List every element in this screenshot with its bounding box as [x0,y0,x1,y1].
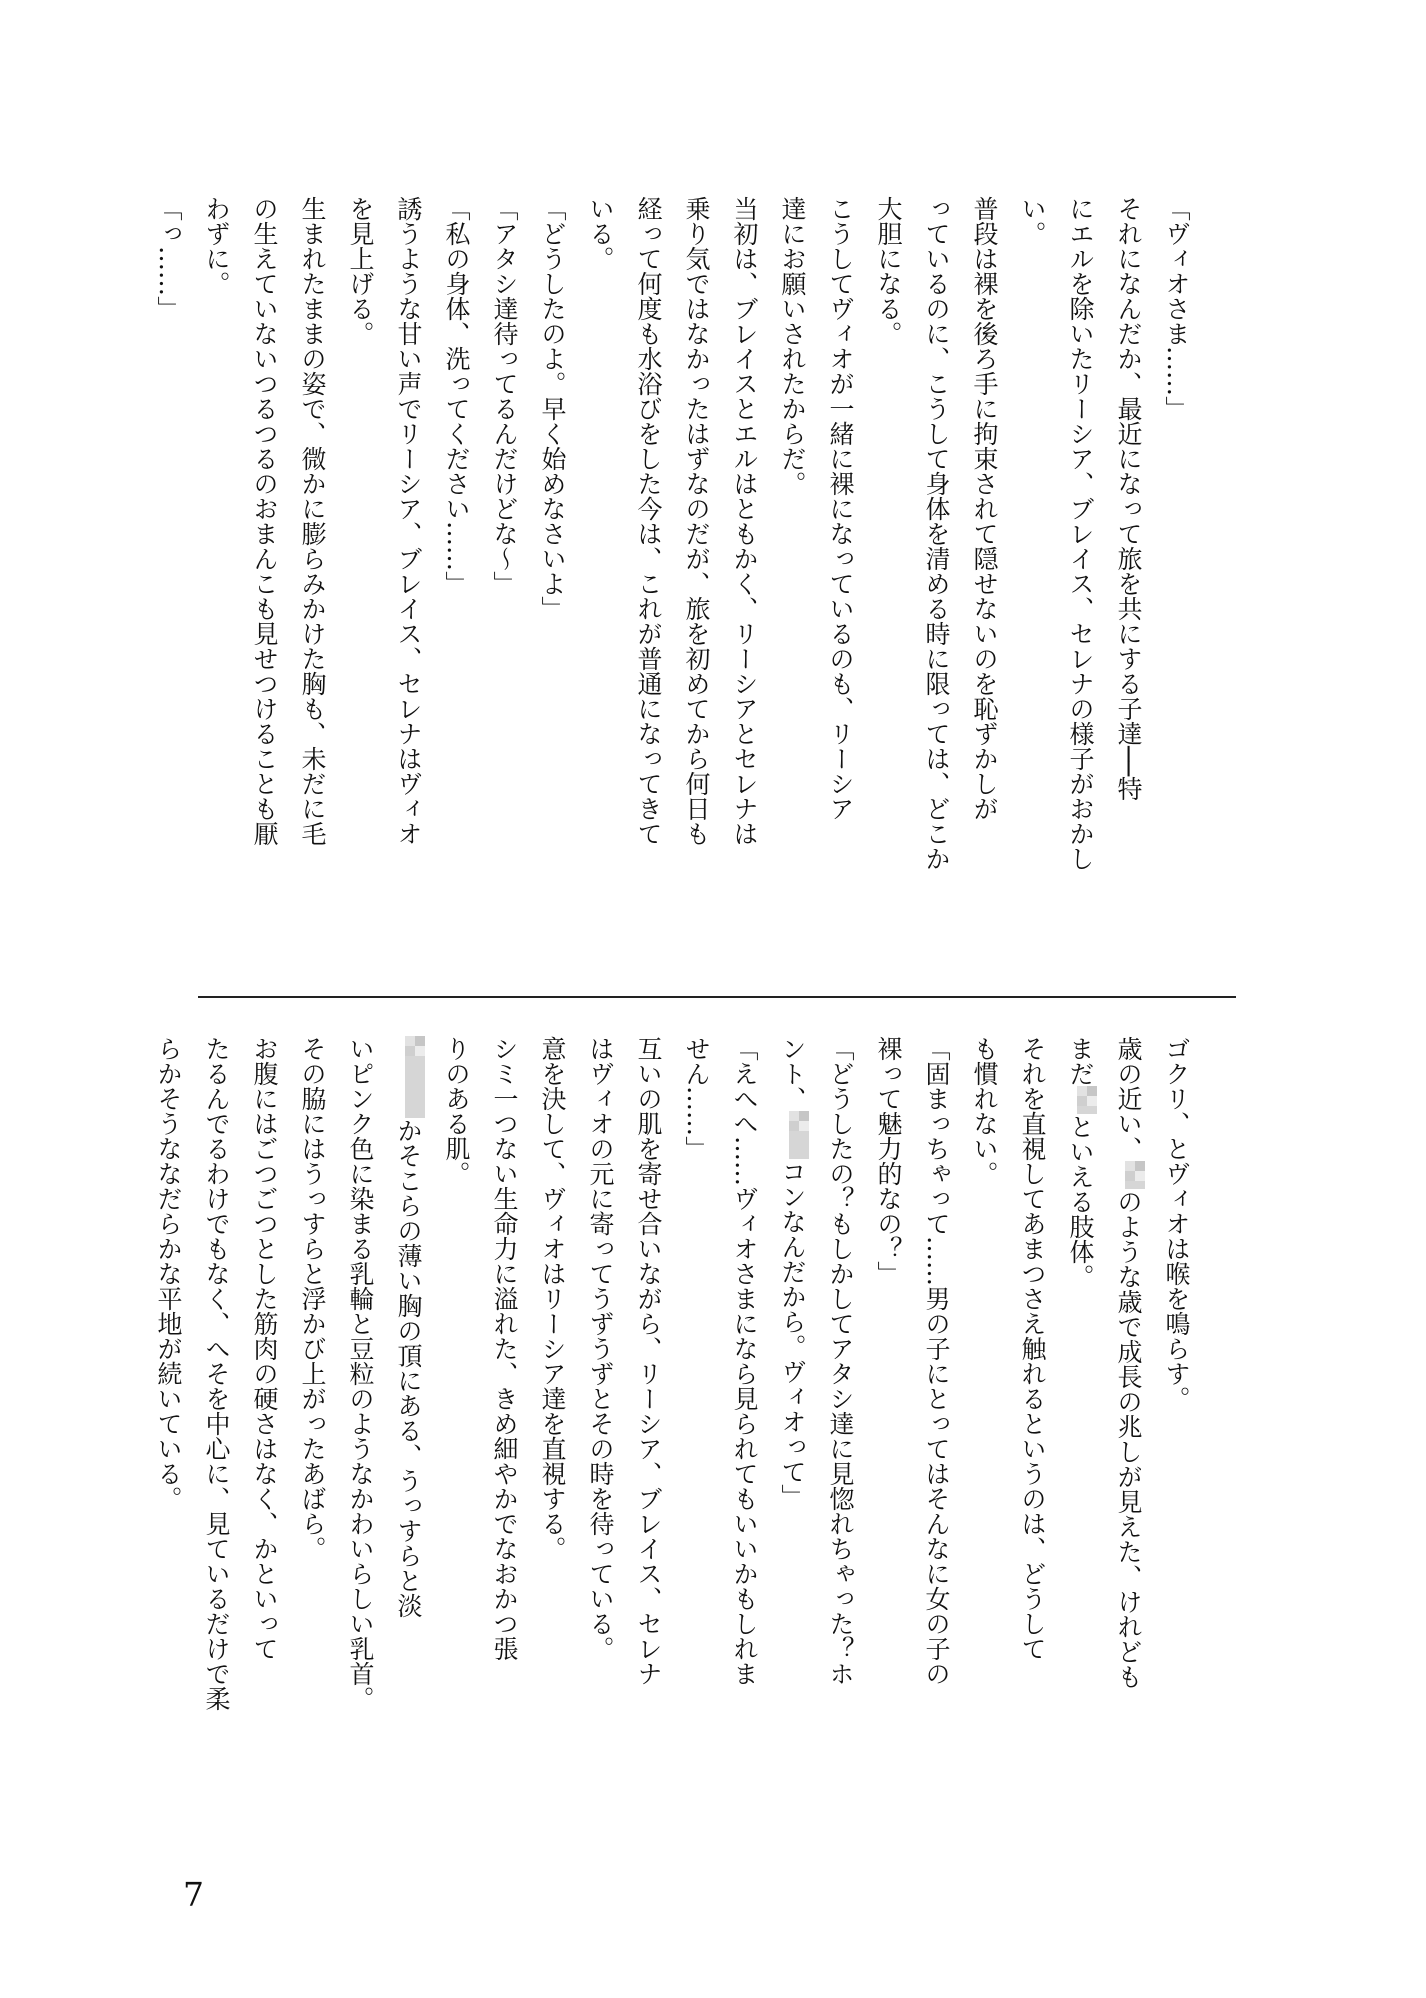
text-segment: といえる肢体。 [1066,1114,1095,1289]
text-segment: のような歳で成長の兆しが見えた、けれども [1114,1189,1143,1689]
text-line: 経って何度も水浴びをした今は、これが普通になってきて [634,196,663,846]
text-line: 意を決して、ヴィオはリーシア達を直視する。 [538,1036,567,1561]
text-line: らかそうななだらかな平地が続いている。 [154,1036,183,1511]
text-line [768,1036,816,1876]
text-line: それを直視してあまつさえ触れるというのは、どうして [1018,1036,1047,1661]
text-line: 「ヴィオさま……」 [1162,196,1191,421]
text-line: 「どうしたのよ。早く始めなさいよ」 [538,196,567,621]
text-line: ゴクリ、とヴィオは喉を鳴らす。 [1162,1036,1191,1411]
text-line: いピンク色に染まる乳輪と豆粒のようなかわいらしい乳首。 [346,1036,375,1711]
text-line: シミ一つない生命力に溢れた、きめ細やかでなおかつ張 [490,1036,519,1661]
text-line: い。 [1018,196,1047,246]
text-line: 大胆になる。 [874,196,903,346]
mosaic-censor [405,1036,425,1118]
text-line [1056,1036,1104,1876]
text-segment: かそこらの薄い胸の頂にある、うっすらと淡 [394,1118,423,1618]
text-line: 「っ……」 [154,196,183,321]
text-segment: ント、 [778,1036,807,1111]
text-line: りのある肌。 [442,1036,471,1186]
text-line: 生まれたままの姿で、微かに膨らみかけた胸も、未だに毛 [298,196,327,846]
text-line: 「私の身体、洗ってください……」 [442,196,471,596]
text-line: せん……」 [682,1036,711,1161]
text-segment: コンなんだから。ヴィオって」 [778,1159,807,1509]
text-line: も慣れない。 [970,1036,999,1186]
text-line: わずに。 [202,196,231,296]
text-line: っているのに、こうして身体を清める時に限っては、どこか [922,196,951,871]
mosaic-censor [1077,1086,1097,1114]
text-line: 「固まっちゃって……男の子にとってはそんなに女の子の [922,1036,951,1686]
text-line: を見上げる。 [346,196,375,346]
text-line: にエルを除いたリーシア、ブレイス、セレナの様子がおかし [1066,196,1095,871]
text-line: 「どうしたの？もしかしてアタシ達に見惚れちゃった？ホ [826,1036,855,1686]
text-line: 裸って魅力的なの？」 [874,1036,903,1286]
text-line: いる。 [586,196,615,271]
text-line: 「アタシ達待ってるんだけどな〜」 [490,196,519,596]
text-line: 互いの肌を寄せ合いながら、リーシア、ブレイス、セレナ [634,1036,663,1686]
text-line: の生えていないつるつるのおまんこも見せつけることも厭 [250,196,279,846]
text-column-top [154,196,1200,986]
text-line: その脇にはうっすらと浮かび上がったあばら。 [298,1036,327,1561]
text-segment: 歳の近い、 [1114,1036,1143,1161]
section-divider [198,996,1236,998]
page-number: 7 [183,1875,204,1914]
text-line: こうしてヴィオが一緒に裸になっているのも、リーシア [826,196,855,821]
text-line: 達にお願いされたからだ。 [778,196,807,496]
text-line: はヴィオの元に寄ってうずうずとその時を待っている。 [586,1036,615,1661]
text-line: 当初は、ブレイスとエルはともかく、リーシアとセレナは [730,196,759,846]
text-line: 「えへへ……ヴィオさまになら見られてもいいかもしれま [730,1036,759,1686]
text-line [1104,1036,1152,1876]
text-line [384,1036,432,1876]
text-line: 誘うような甘い声でリーシア、ブレイス、セレナはヴィオ [394,196,423,846]
text-line: それになんだか、最近になって旅を共にする子達──特 [1114,196,1143,802]
mosaic-censor [789,1111,809,1159]
text-line: 乗り気ではなかったはずなのだが、旅を初めてから何日も [682,196,711,846]
text-line: たるんでるわけでもなく、へそを中心に、見ているだけで柔 [202,1036,231,1711]
text-column-bottom [154,1036,1200,1876]
mosaic-censor [1125,1161,1145,1189]
text-line: お腹にはごつごつとした筋肉の硬さはなく、かといって [250,1036,279,1661]
text-line: 普段は裸を後ろ手に拘束されて隠せないのを恥ずかしが [970,196,999,821]
text-segment: まだ [1066,1036,1095,1086]
